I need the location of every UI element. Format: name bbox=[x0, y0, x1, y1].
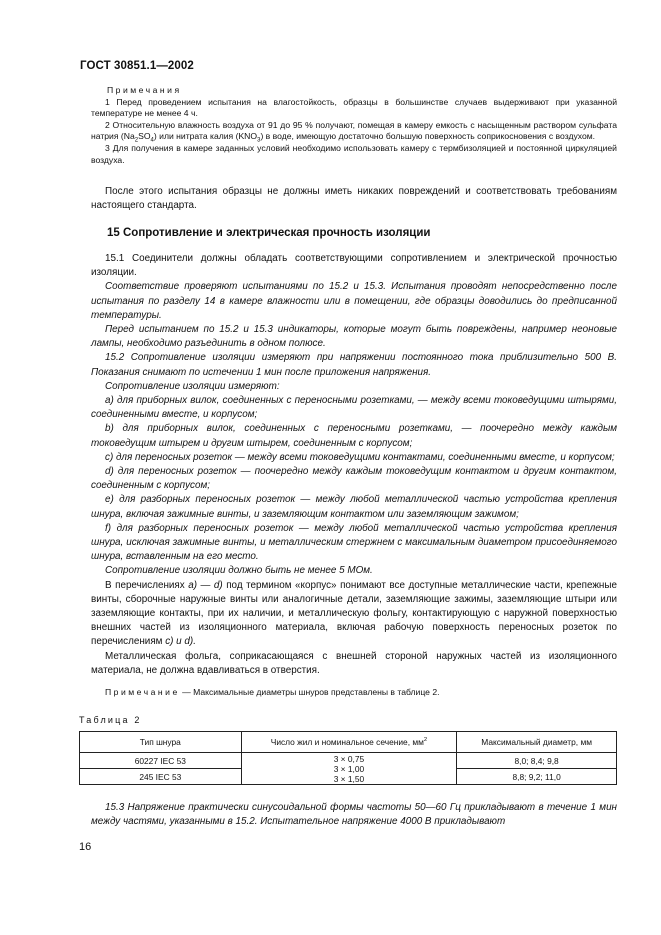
note-table-ref: Примечание — Максимальные диаметры шнуров представлены в таблице 2. bbox=[105, 687, 440, 698]
section-body bbox=[91, 252, 617, 699]
cell-cores: 3 × 0,75 3 × 1,00 3 × 1,50 bbox=[241, 753, 457, 785]
after-notes-paragraph: После этого испытания образцы не должны иметь никаких повреждений и соответствовать требованиям настоящего стандарта. bbox=[91, 186, 617, 212]
para-indicators: Перед испытанием по 15.2 и 15.3 индикаторы, которые могут быть повреждены, например неоновые лампы, необходимо разъединить в одном полюсе. bbox=[91, 324, 617, 350]
cell-max-diameter: 8,8; 9,2; 11,0 bbox=[457, 769, 617, 785]
note-2: 2 Относительную влажность воздуха от 91 до 95 % получают, помещая в камеру емкость с насыщенным раствором сульфата натрия $(Na_2SO_4)$ или нитрата калия $(KNO_3)$ в воде, имеющую достаточно большую поверхность соприкосновения с воздухом. bbox=[91, 119, 617, 145]
para-15-2: 15.2 Сопротивление изоляции измеряют при напряжении постоянного тока приблизительно 500 В. Показания снимают по истечении 1 мин после приложения напряжения. bbox=[91, 352, 617, 378]
table-header-row bbox=[80, 732, 617, 753]
para-foil: Металлическая фольга, соприкасающаяся с внешней стороной наружных частей из изоляционного материала, не должна вдавливаться в отверстия. bbox=[91, 650, 617, 676]
para-housing-definition: В перечислениях а) — d) под термином «корпус» понимают все доступные металлические части, крепежные винты, сборочные наружные винты или аналогичные детали, заземляющие зажимы, заземляющие штыри или заземляющие контакты, при их наличии, и металлическую фольгу, контактирующую с наружной поверхностью внешних частей из изоляционного материала, включая рабочую поверхность переносных розеток по перечислениям с) и d). bbox=[91, 579, 617, 648]
list-item-f: f) для разборных переносных розеток — между любой металлической частью устройства крепления шнура, исключая зажимные винты, и металлическим стержнем с максимальным диаметром присоединяемого шнура, вставленным на его место. bbox=[91, 522, 617, 563]
note-3: 3 Для получения в камере заданных условий необходимо использовать камеру с термбизоляцией и постоянной циркуляцией воздуха. bbox=[91, 142, 617, 165]
notes-block bbox=[91, 85, 617, 166]
para-15-1: 15.1 Соединители должны обладать соответствующими сопротивлением и электрической прочностью изоляции. bbox=[91, 253, 617, 279]
para-measured: Сопротивление изоляции измеряют: bbox=[105, 380, 280, 392]
list-item-d: d) для переносных розеток — поочередно между каждым токоведущим контактом и другим контактом, соединенным с корпусом; bbox=[91, 466, 617, 492]
note-1: 1 Перед проведением испытания на влагостойкость, образцы в большинстве случаев выдерживают при указанной температуре не менее 4 ч. bbox=[91, 96, 617, 119]
para-15-3: 15.3 Напряжение практически синусоидальной формы частоты 50—60 Гц прикладывают в течение 1 мин между частями, указанными в 15.2. Испытательное напряжение 4000 В прикладывают bbox=[91, 802, 617, 828]
cell-max-diameter: 8,0; 8,4; 9,8 bbox=[457, 753, 617, 769]
notes-title: Примечания bbox=[107, 85, 182, 95]
cell-cord-type: 60227 IEC 53 bbox=[80, 753, 242, 769]
page-number: 16 bbox=[79, 841, 92, 853]
list-item-a: a) для приборных вилок, соединенных с переносными розетками, — между всеми токоведущими штырями, соединенными вместе, и корпусом; bbox=[91, 395, 617, 421]
para-compliance: Соответствие проверяют испытаниями по 15.2 и 15.3. Испытания проводят непосредственно после испытания по разделу 14 в камере влажности или в помещении, где образцы доводились до предписанной температуры. bbox=[91, 281, 617, 321]
cell-cord-type: 245 IEC 53 bbox=[80, 769, 242, 785]
list-item-e: e) для разборных переносных розеток — между любой металлической частью устройства крепления шнура, включая зажимные винты, и заземляющим контактом или заземляющим зажимом; bbox=[91, 494, 617, 520]
para-min-resistance: Сопротивление изоляции должно быть не менее 5 МОм. bbox=[105, 565, 373, 577]
col-header-cores: Число жил и номинальное сечение, $мм^2$ bbox=[241, 732, 457, 753]
table-caption: Таблица 2 bbox=[79, 715, 142, 725]
col-header-cord-type: Тип шнура bbox=[80, 732, 242, 753]
list-item-b: b) для приборных вилок, соединенных с переносными розетками, — поочередно между каждым токоведущим штырем и другим штырем, соединенным с корпусом; bbox=[91, 423, 617, 449]
document-header: ГОСТ 30851.1—2002 bbox=[80, 60, 194, 72]
section-heading: 15 Сопротивление и электрическая прочность изоляции bbox=[107, 227, 431, 239]
cord-diameter-table bbox=[79, 731, 617, 785]
list-item-c: c) для переносных розеток — между всеми токоведущими контактами, соединенными вместе, и корпусом; bbox=[105, 451, 615, 463]
table-row bbox=[80, 753, 617, 769]
col-header-max-diameter: Максимальный диаметр, мм bbox=[457, 732, 617, 753]
para-15-3-block bbox=[91, 801, 617, 829]
